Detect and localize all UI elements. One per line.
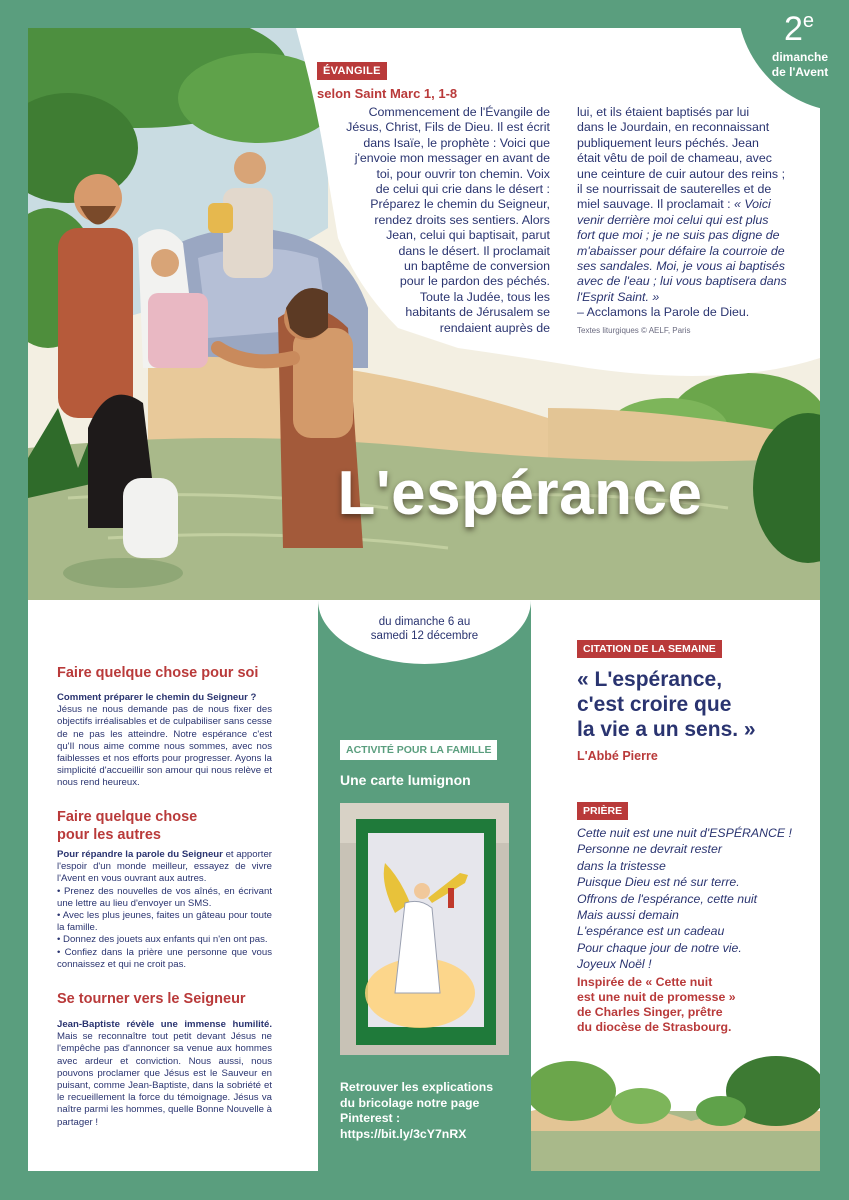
prayer-text: Cette nuit est une nuit d'ESPÉRANCE ! Personne ne devrait rester dans la tristesse Puisque Dieu est né sur terre. Offrons de l'espérance, cette nuit Mais aussi demain L'espérance est un cadeau Pour chaque jour de notre vie. Joyeux Noël !	[577, 826, 792, 972]
gospel-tag: ÉVANGILE	[317, 62, 387, 80]
pinterest-link[interactable]: https://bit.ly/3cY7nRX	[340, 1126, 467, 1141]
gospel-text-column-2: lui, et ils étaient baptisés par lui dans le Jourdain, en reconnaissant publiquement leurs péchés. Jean était vêtu de poil de chameau, avec une ceinture de cuir autour des reins ; il se nourrissait de sauterelles et de miel sauvage. Il proclamait : « Voici venir derrière moi celui qui est plus fort que moi ; je ne suis pas digne de m'abaisser pour défaire la courroie de ses sandales. Moi, je vous ai baptisés avec de l'eau ; lui vous baptisera dans l'Esprit Saint. » – Acclamons la Parole de Dieu.	[577, 105, 787, 320]
main-title: L'espérance	[337, 459, 703, 528]
sunday-label: dimanche de l'Avent	[771, 50, 829, 79]
sunday-number: 2e	[784, 10, 815, 48]
weekly-quote: « L'espérance, c'est croire que la vie a un sens. »	[577, 668, 756, 741]
section-body-for-self: Comment préparer le chemin du Seigneur ? Jésus ne nous demande pas de nous fixer des objectifs irréalisables et de culpabiliser sans cesse de ne pas les atteindre. Notre espérance c'est qu'Il nous aime comme nous sommes, avec nos faiblesses et nos efforts pour progresser. Ayons la simplicité d'accueillir son amour qui nous relève et nous rend heureux.	[57, 692, 272, 789]
citation-tag: CITATION DE LA SEMAINE	[577, 640, 722, 658]
date-range-bubble: du dimanche 6 au samedi 12 décembre	[318, 600, 531, 664]
prayer-tag: PRIÈRE	[577, 802, 628, 820]
activity-tag: ACTIVITÉ POUR LA FAMILLE	[340, 740, 497, 760]
activity-explanations: Retrouver les explications du bricolage notre page Pinterest : https://bit.ly/3cY7nRX	[340, 1080, 525, 1142]
activity-title: Une carte lumignon	[340, 772, 471, 788]
riverbank-illustration	[531, 1051, 820, 1171]
section-title-for-self: Faire quelque chose pour soi	[57, 665, 259, 681]
section-body-for-others: Pour répandre la parole du Seigneur et apporter l'espoir d'un monde meilleur, essayez de vivre l'Avent en vous ouvrant aux autres. • Prenez des nouvelles de vos aînés, en écrivant une lettre au lieu d'envoyer un SMS. • Avec les plus jeunes, faites un gâteau pour toute la famille. • Donnez des jouets aux enfants qui n'en ont pas. • Confiez dans la prière une personne que vous connaissez et qui ne croit pas.	[57, 849, 272, 970]
liturgy-copyright: Textes liturgiques © AELF, Paris	[577, 326, 691, 335]
prayer-source: Inspirée de « Cette nuit est une nuit de promesse » de Charles Singer, prêtre du diocèse de Strasbourg.	[577, 975, 736, 1034]
section-title-turn-to-lord: Se tourner vers le Seigneur	[57, 991, 246, 1007]
gospel-reference: selon Saint Marc 1, 1-8	[317, 86, 458, 101]
gospel-text-column-1: Commencement de l'Évangile de Jésus, Christ, Fils de Dieu. Il est écrit dans Isaïe, le prophète : Voici que j'envoie mon messager en avant de toi, pour ouvrir ton chemin. Voix de celui qui crie dans le désert : Préparez le chemin du Seigneur, rendez droits ses sentiers. Alors Jean, celui qui baptisait, parut dans le désert. Il proclamait un baptême de conversion pour le pardon des péchés. Toute la Judée, tous les habitants de Jérusalem se rendaient auprès de	[346, 105, 550, 335]
quote-author: L'Abbé Pierre	[577, 749, 658, 763]
lantern-card-photo	[340, 803, 509, 1055]
section-title-for-others: Faire quelque chose pour les autres	[57, 809, 198, 843]
section-body-turn-to-lord: Jean-Baptiste révèle une immense humilité. Mais se reconnaître tout petit devant Jésus ne l'empêche pas d'annoncer sa venue aux hommes avec ardeur et conviction. Nous aussi, nous pouvons proclamer que Jésus est le Sauveur en puisant, comme Jean-Baptiste, dans la sobriété et le recueillement la force du témoignage. Jésus va naître parmi les hommes, quelle Bonne Nouvelle à partager !	[57, 1019, 272, 1128]
